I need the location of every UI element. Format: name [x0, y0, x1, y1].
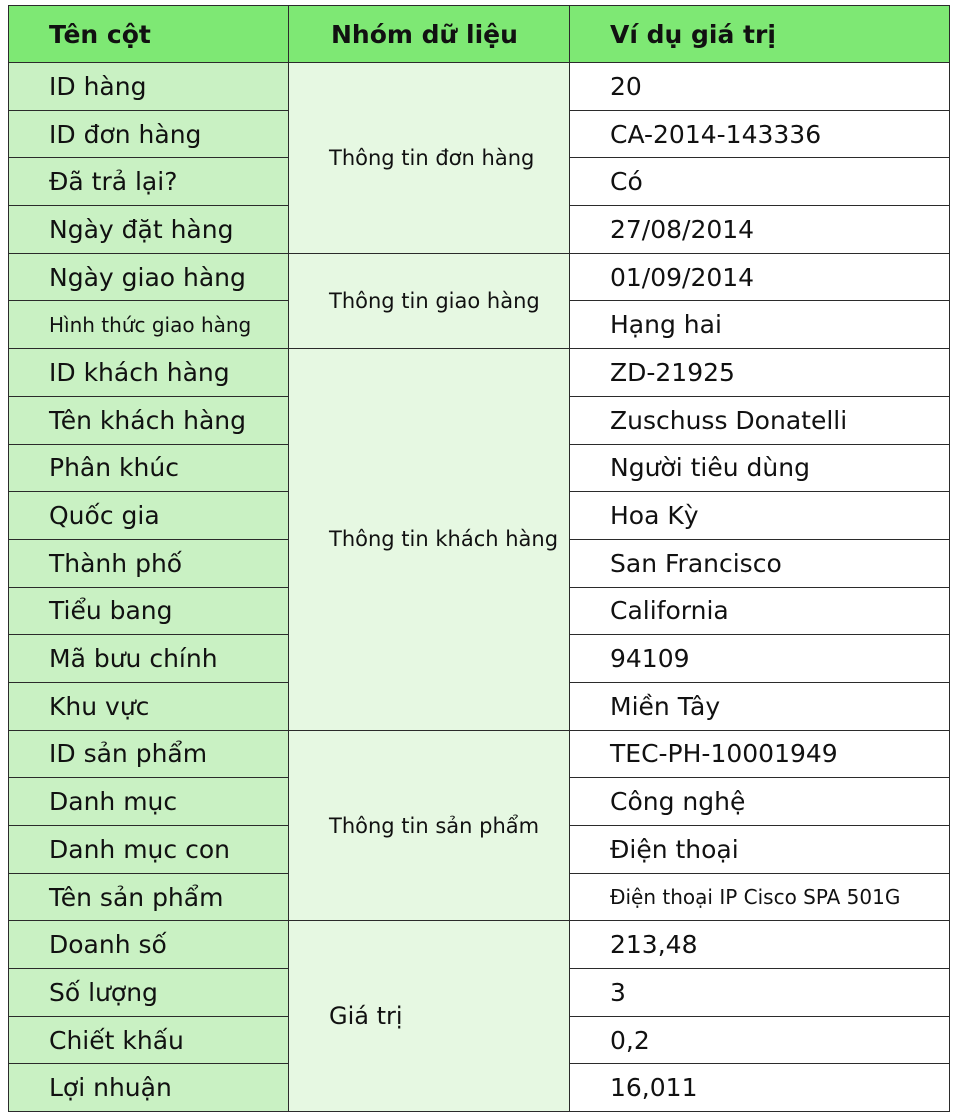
row-name: Lợi nhuận	[9, 1064, 289, 1112]
group-product-info: Thông tin sản phẩm	[289, 730, 570, 921]
row-name: ID đơn hàng	[9, 110, 289, 158]
row-value: Công nghệ	[570, 778, 950, 826]
row-value: Miền Tây	[570, 682, 950, 730]
row-name: Ngày giao hàng	[9, 253, 289, 301]
header-data-group: Nhóm dữ liệu	[289, 6, 570, 63]
table-row	[9, 253, 950, 301]
row-name: Số lượng	[9, 969, 289, 1017]
row-name: Tên khách hàng	[9, 396, 289, 444]
row-name: ID hàng	[9, 63, 289, 111]
table-row	[9, 730, 950, 778]
row-name: Quốc gia	[9, 492, 289, 540]
data-dictionary-table	[8, 5, 950, 1112]
row-name: Danh mục	[9, 778, 289, 826]
row-value: 01/09/2014	[570, 253, 950, 301]
row-value: Điện thoại	[570, 826, 950, 874]
group-order-info: Thông tin đơn hàng	[289, 63, 570, 254]
row-value: Hoa Kỳ	[570, 492, 950, 540]
row-value: Hạng hai	[570, 301, 950, 349]
table-row	[9, 63, 950, 111]
row-value: 94109	[570, 635, 950, 683]
row-value: San Francisco	[570, 539, 950, 587]
row-value: TEC-PH-10001949	[570, 730, 950, 778]
row-value: Có	[570, 158, 950, 206]
row-name: Tiểu bang	[9, 587, 289, 635]
row-name: Khu vực	[9, 682, 289, 730]
row-value: 0,2	[570, 1016, 950, 1064]
row-value: California	[570, 587, 950, 635]
row-name: ID sản phẩm	[9, 730, 289, 778]
header-row	[9, 6, 950, 63]
row-value: 20	[570, 63, 950, 111]
row-value: Điện thoại IP Cisco SPA 501G	[570, 873, 950, 921]
row-value: CA-2014-143336	[570, 110, 950, 158]
row-value: ZD-21925	[570, 349, 950, 397]
row-name: Thành phố	[9, 539, 289, 587]
group-shipping-info: Thông tin giao hàng	[289, 253, 570, 348]
row-name: Tên sản phẩm	[9, 873, 289, 921]
row-value: 27/08/2014	[570, 206, 950, 254]
row-name: Mã bưu chính	[9, 635, 289, 683]
group-values: Giá trị	[289, 921, 570, 1112]
row-value: 3	[570, 969, 950, 1017]
table-row	[9, 349, 950, 397]
row-name: Ngày đặt hàng	[9, 206, 289, 254]
row-value: 213,48	[570, 921, 950, 969]
row-value: Người tiêu dùng	[570, 444, 950, 492]
row-name: Doanh số	[9, 921, 289, 969]
header-column-name: Tên cột	[9, 6, 289, 63]
table-row	[9, 921, 950, 969]
row-name: Chiết khấu	[9, 1016, 289, 1064]
row-name: Hình thức giao hàng	[9, 301, 289, 349]
row-name: Danh mục con	[9, 826, 289, 874]
row-value: Zuschuss Donatelli	[570, 396, 950, 444]
row-name: Phân khúc	[9, 444, 289, 492]
row-name: Đã trả lại?	[9, 158, 289, 206]
row-name: ID khách hàng	[9, 349, 289, 397]
header-example-value: Ví dụ giá trị	[570, 6, 950, 63]
row-value: 16,011	[570, 1064, 950, 1112]
group-customer-info: Thông tin khách hàng	[289, 349, 570, 731]
